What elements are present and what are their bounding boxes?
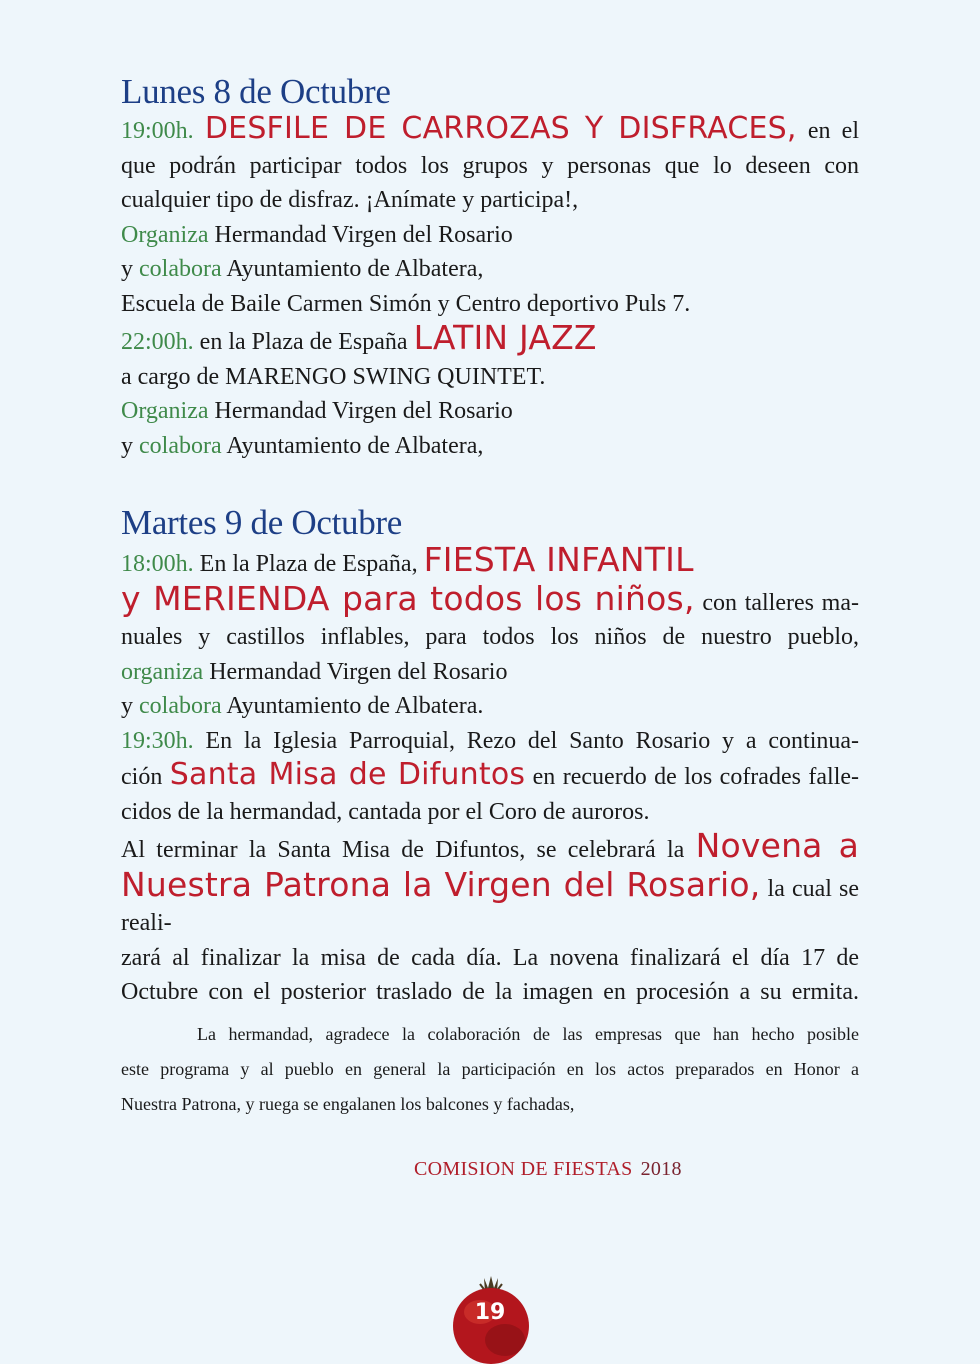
organiza-label: organiza [121, 658, 204, 685]
thanks-paragraph [121, 1017, 859, 1122]
event-text: la cual se reali- [121, 875, 859, 936]
thanks-line: este programa y al pueblo en general la participación en los actos preparados en Honor a [121, 1059, 859, 1079]
signature-name: COMISION DE FIESTAS [414, 1158, 633, 1180]
signature-year: 2018 [640, 1158, 682, 1180]
event-time: 19:30h. [121, 727, 194, 754]
organiza-label: Organiza [121, 221, 209, 248]
event-place: en la Plaza de España [199, 329, 408, 355]
event-title: LATIN JAZZ [413, 318, 597, 357]
tuesday-heading: Martes 9 de Octubre [121, 503, 402, 542]
event-misa-line2 [121, 758, 859, 795]
thanks-line: La hermandad, agradece la colaboración de las empresas que han hecho posible [197, 1024, 859, 1044]
organiza-label: Organiza [121, 398, 209, 424]
event-misa-line7: Octubre con el posterior traslado de la imagen en procesión a su ermita. [121, 979, 859, 1005]
event-text: ción [121, 764, 163, 790]
event-desfile-line3: cualquier tipo de disfraz. ¡Anímate y participa!, [121, 187, 579, 213]
conjunction: y [121, 256, 133, 282]
organiza-value: Hermandad Virgen del Rosario [209, 658, 508, 685]
page-content [121, 72, 859, 1010]
colabora-label: colabora [139, 256, 222, 282]
colabora-line [121, 689, 859, 724]
event-misa-line4 [121, 826, 859, 868]
page-number: 19 [474, 1300, 506, 1325]
signature [414, 1158, 682, 1181]
event-misa-line1 [121, 724, 859, 759]
novena-title-cont: Nuestra Patrona la Virgen del Rosario, [121, 864, 761, 904]
colabora-value: Ayuntamiento de Albatera, [226, 432, 484, 459]
event-fiesta-line2 [121, 578, 859, 621]
event-desfile-line1 [121, 112, 859, 149]
event-desfile-line2: que podrán participar todos los grupos y personas que lo deseen con [121, 152, 859, 179]
colabora-value: Ayuntamiento de Albatera. [226, 693, 484, 719]
colabora-line [121, 252, 859, 287]
event-fiesta-line3: nuales y castillos inflables, para todos los niños de nuestro pueblo, [121, 624, 859, 650]
event-text: en recuerdo de los cofrades falle- [532, 764, 860, 790]
event-misa-line6: zará al finalizar la misa de cada día. La novena finalizará el día 17 de [121, 944, 859, 971]
event-jazz-line1 [121, 318, 859, 360]
event-time: 19:00h. [121, 118, 194, 144]
organiza-line [121, 218, 859, 253]
conjunction: y [121, 432, 133, 459]
novena-title: Novena a [695, 826, 859, 865]
event-desfile-extra: Escuela de Baile Carmen Simón y Centro deportivo Puls 7. [121, 290, 691, 317]
event-title: DESFILE DE CARROZAS Y DISFRACES, [204, 111, 797, 146]
event-text: Al terminar la Santa Misa de Difuntos, se celebrará la [121, 837, 685, 863]
event-time: 22:00h. [121, 329, 194, 355]
event-time: 18:00h. [121, 551, 194, 577]
event-misa-line5 [121, 864, 859, 941]
section-gap [121, 463, 859, 503]
organiza-value: Hermandad Virgen del Rosario [214, 398, 513, 424]
event-text: En la Iglesia Parroquial, Rezo del Santo Rosario y a continua- [205, 727, 860, 754]
colabora-value: Ayuntamiento de Albatera, [226, 256, 484, 282]
event-text: con talleres ma- [702, 589, 859, 616]
event-text: en el [807, 118, 859, 144]
organiza-value: Hermandad Virgen del Rosario [214, 221, 513, 248]
event-jazz-line2: a cargo de MARENGO SWING QUINTET. [121, 363, 546, 390]
thanks-line: Nuestra Patrona, y ruega se engalanen los balcones y fachadas, [121, 1094, 575, 1114]
event-title-cont: y MERIENDA para todos los niños, [121, 578, 695, 618]
organiza-line [121, 655, 859, 690]
colabora-label: colabora [139, 693, 222, 719]
event-misa-line3: cidos de la hermandad, cantada por el Coro de auroros. [121, 798, 650, 825]
organiza-line [121, 394, 859, 429]
colabora-label: colabora [139, 432, 222, 459]
event-fiesta-line1 [121, 540, 859, 582]
event-place: En la Plaza de España, [199, 551, 418, 577]
monday-heading: Lunes 8 de Octubre [121, 72, 391, 111]
colabora-line [121, 429, 859, 464]
event-title: Santa Misa de Difuntos [169, 757, 526, 792]
event-title: FIESTA INFANTIL [423, 540, 694, 579]
conjunction: y [121, 693, 133, 719]
